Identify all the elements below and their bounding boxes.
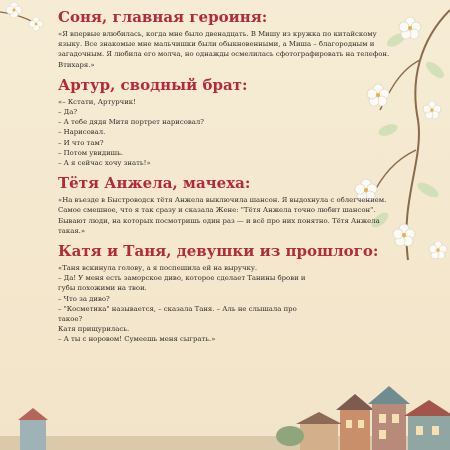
town-illustration <box>0 380 450 450</box>
section-heading: Тётя Анжела, мачеха: <box>58 174 251 193</box>
dialogue-line: – Да? <box>58 108 78 117</box>
section-sonya <box>58 8 398 70</box>
dialogue-line: «Таня вскинула голову, а я поспешила ей на выручку. <box>58 264 258 273</box>
dialogue-line: «– Кстати, Артурчик! <box>58 97 136 106</box>
blossom-corner-illustration <box>0 0 50 40</box>
dialogue-line: такое? <box>58 315 83 324</box>
section-quote: «На въезде в Быстроводск тётя Анжела выключила шансон. Я выдохнула с облегчением. Самое смешное, что я так сразу и сказала Жене: "Тётя Анжела точно любит шансон". Бывают люди, на которых посмотришь один раз — и всё про них понятно. Тётя Анжела такая.» <box>58 196 387 235</box>
section-anzhela <box>58 174 398 236</box>
dialogue-line: – Нарисовал. <box>58 128 106 137</box>
section-katya-tanya <box>58 242 398 345</box>
section-heading: Катя и Таня, девушки из прошлого: <box>58 242 379 261</box>
section-heading: Артур, сводный брат: <box>58 75 248 94</box>
dialogue-line: – Потом увидишь. <box>58 148 124 157</box>
dialogue-line: – А тебе дядя Митя портрет нарисовал? <box>58 118 204 127</box>
dialogue-lines <box>58 97 398 168</box>
dialogue-line: – Да! У меня есть заморское диво, которое сделает Танины брови и <box>58 274 306 283</box>
dialogue-line: губы похожими на твои. <box>58 284 147 293</box>
content-column <box>58 8 398 351</box>
dialogue-line: – "Косметика" называется, – сказала Таня. – Аль не слышала про <box>58 304 297 313</box>
section-heading: Соня, главная героиня: <box>58 8 268 26</box>
dialogue-line: – И что там? <box>58 138 104 147</box>
dialogue-line: Катя прищурилась. <box>58 325 130 334</box>
dialogue-line: – Что за диво? <box>58 294 110 303</box>
dialogue-line: – А я сейчас хочу знать!» <box>58 159 151 168</box>
dialogue-line: – А ты с норовом! Сумеешь меня сыграть.» <box>58 335 216 344</box>
dialogue-lines <box>58 263 398 345</box>
section-quote: «Я впервые влюбилась, когда мне было двенадцать. В Мишу из кружка по китайскому языку. Все знакомые мне мальчишки были обыкновенными, а Миша – благородным и загадочным. Я любила его молча, но однажды осмелилась сфотографировать на телефон. Втихаря.» <box>58 30 390 69</box>
section-artur <box>58 76 398 168</box>
